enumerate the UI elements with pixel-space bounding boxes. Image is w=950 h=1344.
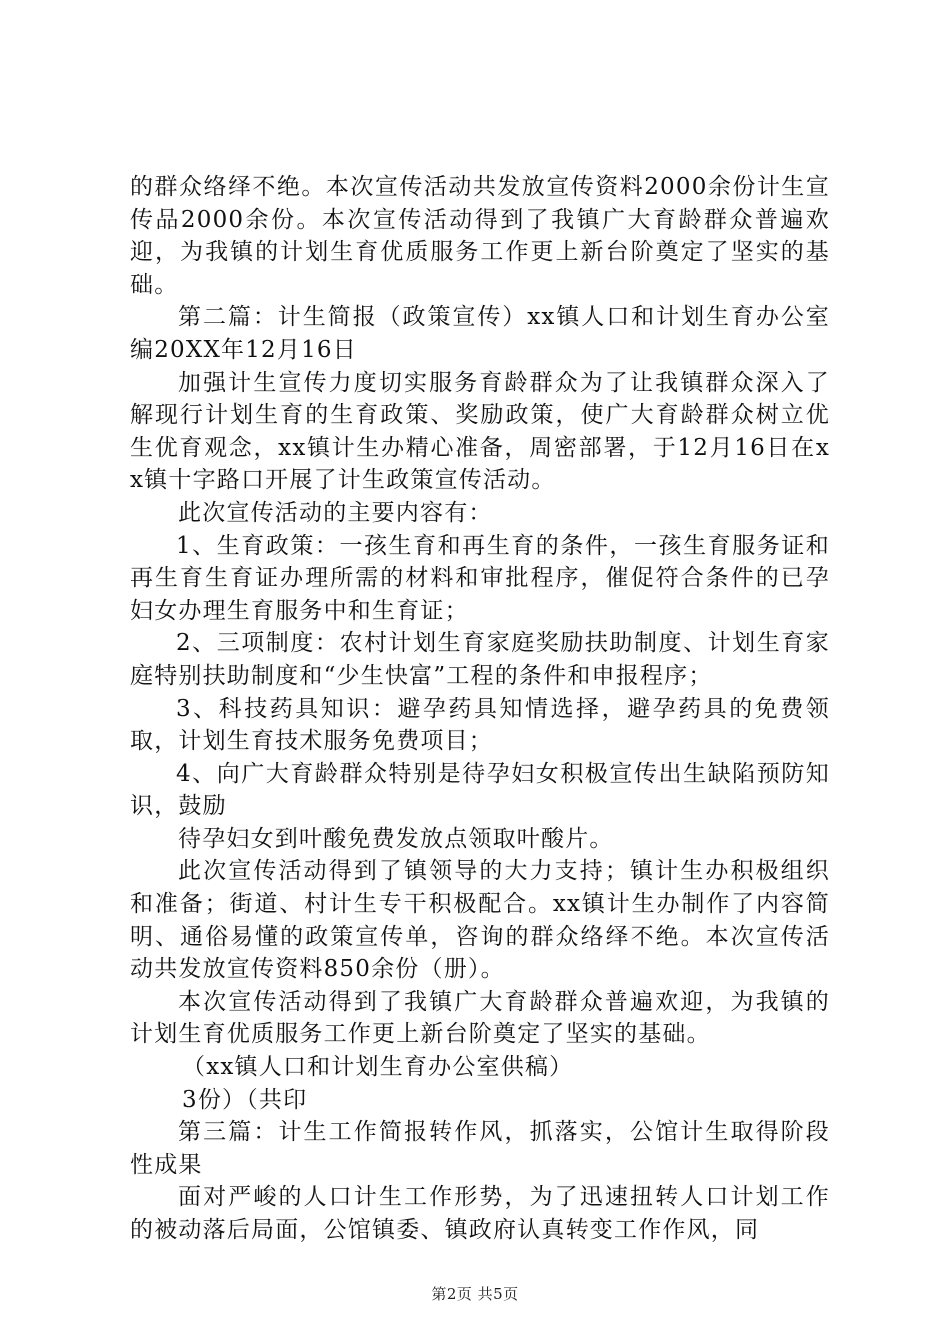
paragraph-item-1: 1、生育政策：一孩生育和再生育的条件，一孩生育服务证和再生育生育证办理所需的材料和审批程序，催促符合条件的已孕妇女办理生育服务中和生育证； bbox=[130, 532, 830, 624]
paragraph-welcome: 本次宣传活动得到了我镇广大育龄群众普遍欢迎，为我镇的计划生育优质服务工作更上新台阶奠定了坚实的基础。 bbox=[130, 988, 830, 1048]
page-number-footer: 第2页 共5页 bbox=[431, 1285, 519, 1303]
paragraph-source-credit: （xx镇人口和计划生育办公室供稿） bbox=[182, 1054, 574, 1081]
paragraph-section-two-title: 第二篇：计生简报（政策宣传）xx镇人口和计划生育办公室编20XX年12月16日 bbox=[130, 304, 830, 363]
paragraph-publicity-intro: 加强计生宣传力度切实服务育龄群众为了让我镇群众深入了解现行计划生育的生育政策、奖励政策，使广大育龄群众树立优生优育观念，xx镇计生办精心准备，周密部署，于12月16日在xx镇十字路口开展了计生政策宣传活动。 bbox=[130, 369, 830, 494]
paragraph-folic-acid: 待孕妇女到叶酸免费发放点领取叶酸片。 bbox=[178, 825, 614, 852]
paragraph-item-2: 2、三项制度：农村计划生育家庭奖励扶助制度、计划生育家庭特别扶助制度和“少生快富”工程的条件和申报程序； bbox=[130, 630, 830, 689]
paragraph-item-4: 4、向广大育龄群众特别是待孕妇女积极宣传出生缺陷预防知识，鼓励 bbox=[130, 760, 830, 820]
paragraph-item-3: 3、科技药具知识：避孕药具知情选择，避孕药具的免费领取，计划生育技术服务免费项目； bbox=[130, 695, 830, 755]
paragraph-main-content-heading: 此次宣传活动的主要内容有： bbox=[178, 499, 493, 526]
paragraph-continued-intro: 的群众络绎不绝。本次宣传活动共发放宣传资料2000余份计生宣传品2000余份。本次宣传活动得到了我镇广大育龄群众普遍欢迎，为我镇的计划生育优质服务工作更上新台阶奠定了坚实的基础。 bbox=[130, 174, 830, 298]
paragraph-section-three-title: 第三篇：计生工作简报转作风，抓落实，公馆计生取得阶段性成果 bbox=[130, 1119, 830, 1178]
document-body bbox=[130, 171, 830, 1247]
paragraph-copies: 3份）（共印 bbox=[182, 1086, 308, 1113]
paragraph-support: 此次宣传活动得到了镇领导的大力支持；镇计生办积极组织和准备；街道、村计生专干积极配合。xx镇计生办制作了内容简明、通俗易懂的政策宣传单，咨询的群众络绎不绝。本次宣传活动共发放宣传资料850余份（册）。 bbox=[130, 858, 830, 983]
paragraph-section-three-body: 面对严峻的人口计生工作形势，为了迅速扭转人口计划工作的被动落后局面，公馆镇委、镇政府认真转变工作作风，同 bbox=[130, 1184, 830, 1243]
